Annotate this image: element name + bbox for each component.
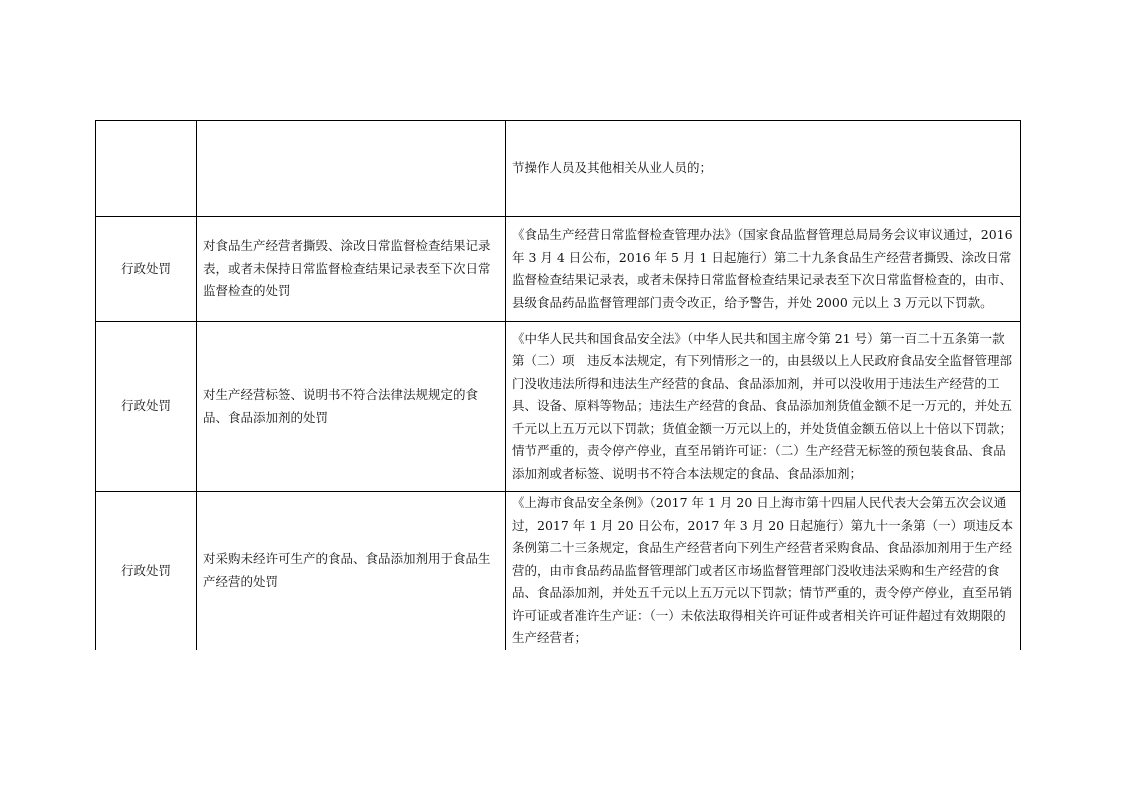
legal-basis-cell: 节操作人员及其他相关从业人员的； xyxy=(506,121,1021,217)
item-cell: 对采购未经许可生产的食品、食品添加剂用于食品生产经营的处罚 xyxy=(197,492,506,650)
category-cell: 行政处罚 xyxy=(96,492,197,650)
category-cell: 行政处罚 xyxy=(96,322,197,492)
table-row xyxy=(96,217,1021,322)
category-cell: 行政处罚 xyxy=(96,217,197,322)
item-cell: 对生产经营标签、说明书不符合法律法规规定的食品、食品添加剂的处罚 xyxy=(197,322,506,492)
item-cell: 对食品生产经营者撕毁、涂改日常监督检查结果记录表，或者未保持日常监督检查结果记录表至下次日常监督检查的处罚 xyxy=(197,217,506,322)
table-row xyxy=(96,492,1021,650)
legal-basis-cell: 《上海市食品安全条例》（2017 年 1 月 20 日上海市第十四届人民代表大会第五次会议通过，2017 年 1 月 20 日公布，2017 年 3 月 20 日起施行）第九十一条第（一）项违反本条例第二十三条规定，食品生产经营者向下列生产经营者采购食品、食品添加剂用于生产经营的，由市食品药品监督管理部门或者区市场监督管理部门没收违法采购和生产经营的食品、食品添加剂，并处五千元以上五万元以下罚款；情节严重的，责令停产停业，直至吊销许可证或者准许生产证：（一）未依法取得相关许可证件或者相关许可证件超过有效期限的生产经营者； xyxy=(506,492,1021,650)
legal-basis-cell: 《中华人民共和国食品安全法》（中华人民共和国主席令第 21 号）第一百二十五条第一款第（二）项 违反本法规定，有下列情形之一的，由县级以上人民政府食品安全监督管理部门没收违法所得和违法生产经营的食品、食品添加剂，并可以没收用于违法生产经营的工具、设备、原料等物品；违法生产经营的食品、食品添加剂货值金额不足一万元的，并处五千元以上五万元以下罚款；货值金额一万元以上的，并处货值金额五倍以上十倍以下罚款；情节严重的，责令停产停业，直至吊销许可证：（二）生产经营无标签的预包装食品、食品添加剂或者标签、说明书不符合本法规定的食品、食品添加剂； xyxy=(506,322,1021,492)
penalty-table xyxy=(95,120,1021,650)
item-cell xyxy=(197,121,506,217)
table-row xyxy=(96,322,1021,492)
legal-basis-cell: 《食品生产经营日常监督检查管理办法》（国家食品监督管理总局局务会议审议通过，2016 年 3 月 4 日公布，2016 年 5 月 1 日起施行）第二十九条食品生产经营者撕毁、涂改日常监督检查结果记录表，或者未保持日常监督检查结果记录表至下次日常监督检查的，由市、县级食品药品监督管理部门责令改正，给予警告，并处 2000 元以上 3 万元以下罚款。 xyxy=(506,217,1021,322)
table-row xyxy=(96,121,1021,217)
category-cell xyxy=(96,121,197,217)
